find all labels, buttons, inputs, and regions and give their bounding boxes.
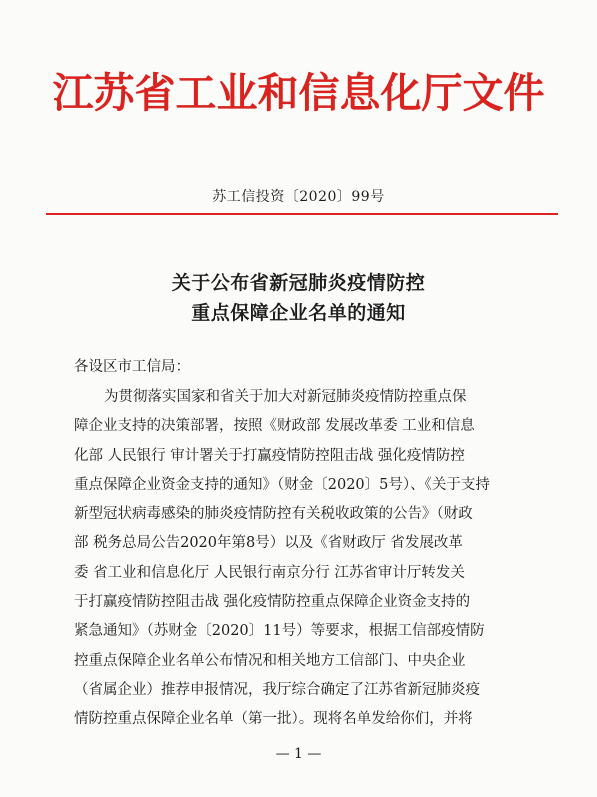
body-line: 委 省工业和信息化厅 人民银行南京分行 江苏省审计厅转发关: [74, 564, 465, 581]
body-line: 紧急通知》（苏财金〔2020〕11号）等要求，根据工信部疫情防: [74, 623, 485, 640]
body-line: （省属企业）推荐申报情况，我厅综合确定了江苏省新冠肺炎疫: [74, 681, 480, 698]
page-number: — 1 —: [275, 746, 322, 762]
body-line: 新型冠状病毒感染的肺炎疫情防控有关税收政策的公告》（财政: [74, 506, 473, 523]
body-line: 重点保障企业资金支持的通知》（财金〔2020〕5号）、《关于支持: [74, 476, 490, 493]
issuer-masthead: 江苏省工业和信息化厅文件: [52, 69, 545, 117]
document-number: 苏工信投资〔2020〕99号: [212, 189, 385, 205]
body-text: [74, 387, 544, 739]
body-line: 控重点保障企业名单公布情况和相关地方工信部门、中央企业: [74, 652, 466, 669]
notice-title-line-1: 关于公布省新冠肺炎疫情防控: [171, 272, 426, 294]
body-line: 部 税务总局公告2020年第8号）以及《省财政厅 省发展改革: [74, 535, 463, 552]
body-line: 情防控重点保障企业名单（第一批）。现将名单发给你们，并将: [74, 711, 473, 728]
body-line: 为贯彻落实国家和省关于加大对新冠肺炎疫情防控重点保: [104, 389, 467, 405]
salutation: 各设区市工信局：: [74, 359, 190, 375]
body-line: 障企业支持的决策部署，按照《财政部 发展改革委 工业和信息: [74, 418, 475, 435]
notice-title-line-2: 重点保障企业名单的通知: [191, 302, 406, 324]
notice-title: [0, 268, 597, 328]
red-divider-line: [46, 213, 558, 215]
body-line: 化部 人民银行 审计署关于打赢疫情防控阻击战 强化疫情防控: [74, 447, 465, 464]
body-line: 于打赢疫情防控阻击战 强化疫情防控重点保障企业资金支持的: [74, 594, 471, 611]
